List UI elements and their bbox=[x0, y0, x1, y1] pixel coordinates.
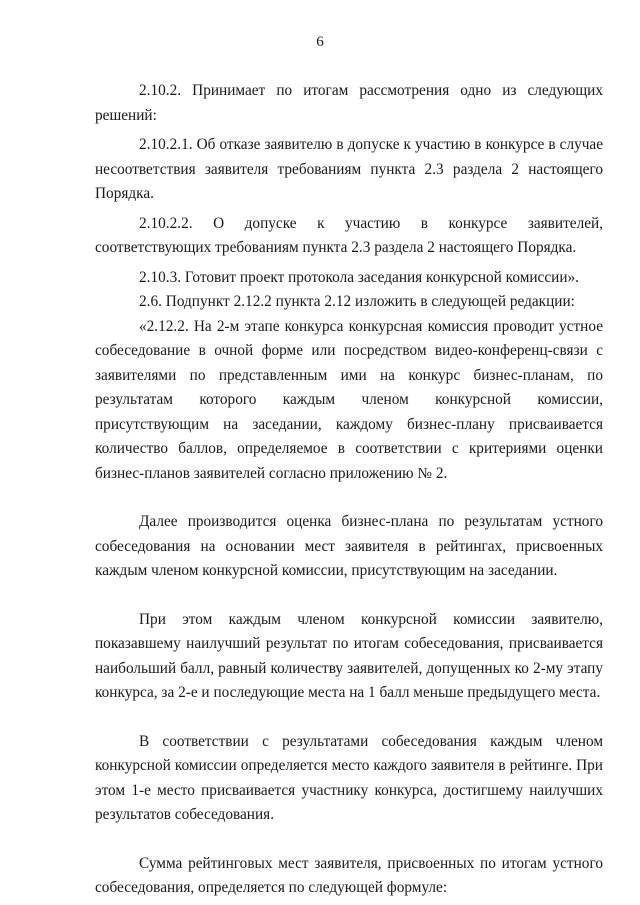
paragraph-2-10-2: 2.10.2. Принимает по итогам рассмотрения одно из следующих решений: bbox=[95, 82, 603, 124]
paragraph-evaluation: Далее производится оценка бизнес-плана по результатам устного собеседования на основании мест заявителя в рейтингах, присвоенных каждым членом конкурсной комиссии, присутствующим на заседании. bbox=[95, 513, 603, 579]
paragraph-scoring: При этом каждым членом конкурсной комиссии заявителю, показавшему наилучший результат по итогам собеседования, присваивается наибольший балл, равный количеству заявителей, допущенных ко 2-му этапу конкурса, за 2-е и последующие места на 1 балл меньше предыдущего места. bbox=[95, 610, 603, 701]
paragraph-2-10-2-1: 2.10.2.1. Об отказе заявителю в допуске к участию в конкурсе в случае несоответствия заявителя требованиям пункта 2.3 раздела 2 настоящего Порядка. bbox=[95, 136, 603, 202]
paragraph-rating: В соответствии с результатами собеседования каждым членом конкурсной комиссии определяется место каждого заявителя в рейтинге. При этом 1-е место присваивается участнику конкурса, достигшему наилучших результатов собеседования. bbox=[95, 732, 603, 823]
paragraph-2-12-2: «2.12.2. На 2-м этапе конкурса конкурсная комиссия проводит устное собеседование в очной форме или посредством видео-конференц-связи с заявителями по представленным ими на конкурс бизнес-планам, по результатам которого каждым членом конкурсной комиссии, присутствующим на заседании, каждому бизнес-плану присваивается количество баллов, определяемое в соответствии с критериями оценки бизнес-планов заявителей согласно приложению № 2. bbox=[95, 317, 603, 482]
page-number: 6 bbox=[316, 34, 324, 50]
paragraph-formula-intro: Сумма рейтинговых мест заявителя, присвоенных по итогам устного собеседования, определяется по следующей формуле: bbox=[95, 854, 603, 896]
paragraph-2-6: 2.6. Подпункт 2.12.2 пункта 2.12 изложить в следующей редакции: bbox=[139, 293, 575, 310]
document-body bbox=[95, 79, 603, 901]
paragraph-2-10-3: 2.10.3. Готовит проект протокола заседания конкурсной комиссии». bbox=[139, 268, 579, 286]
paragraph-2-10-2-2: 2.10.2.2. О допуске к участию в конкурсе заявителей, соответствующих требованиям пункта 2.3 раздела 2 настоящего Порядка. bbox=[95, 214, 603, 256]
